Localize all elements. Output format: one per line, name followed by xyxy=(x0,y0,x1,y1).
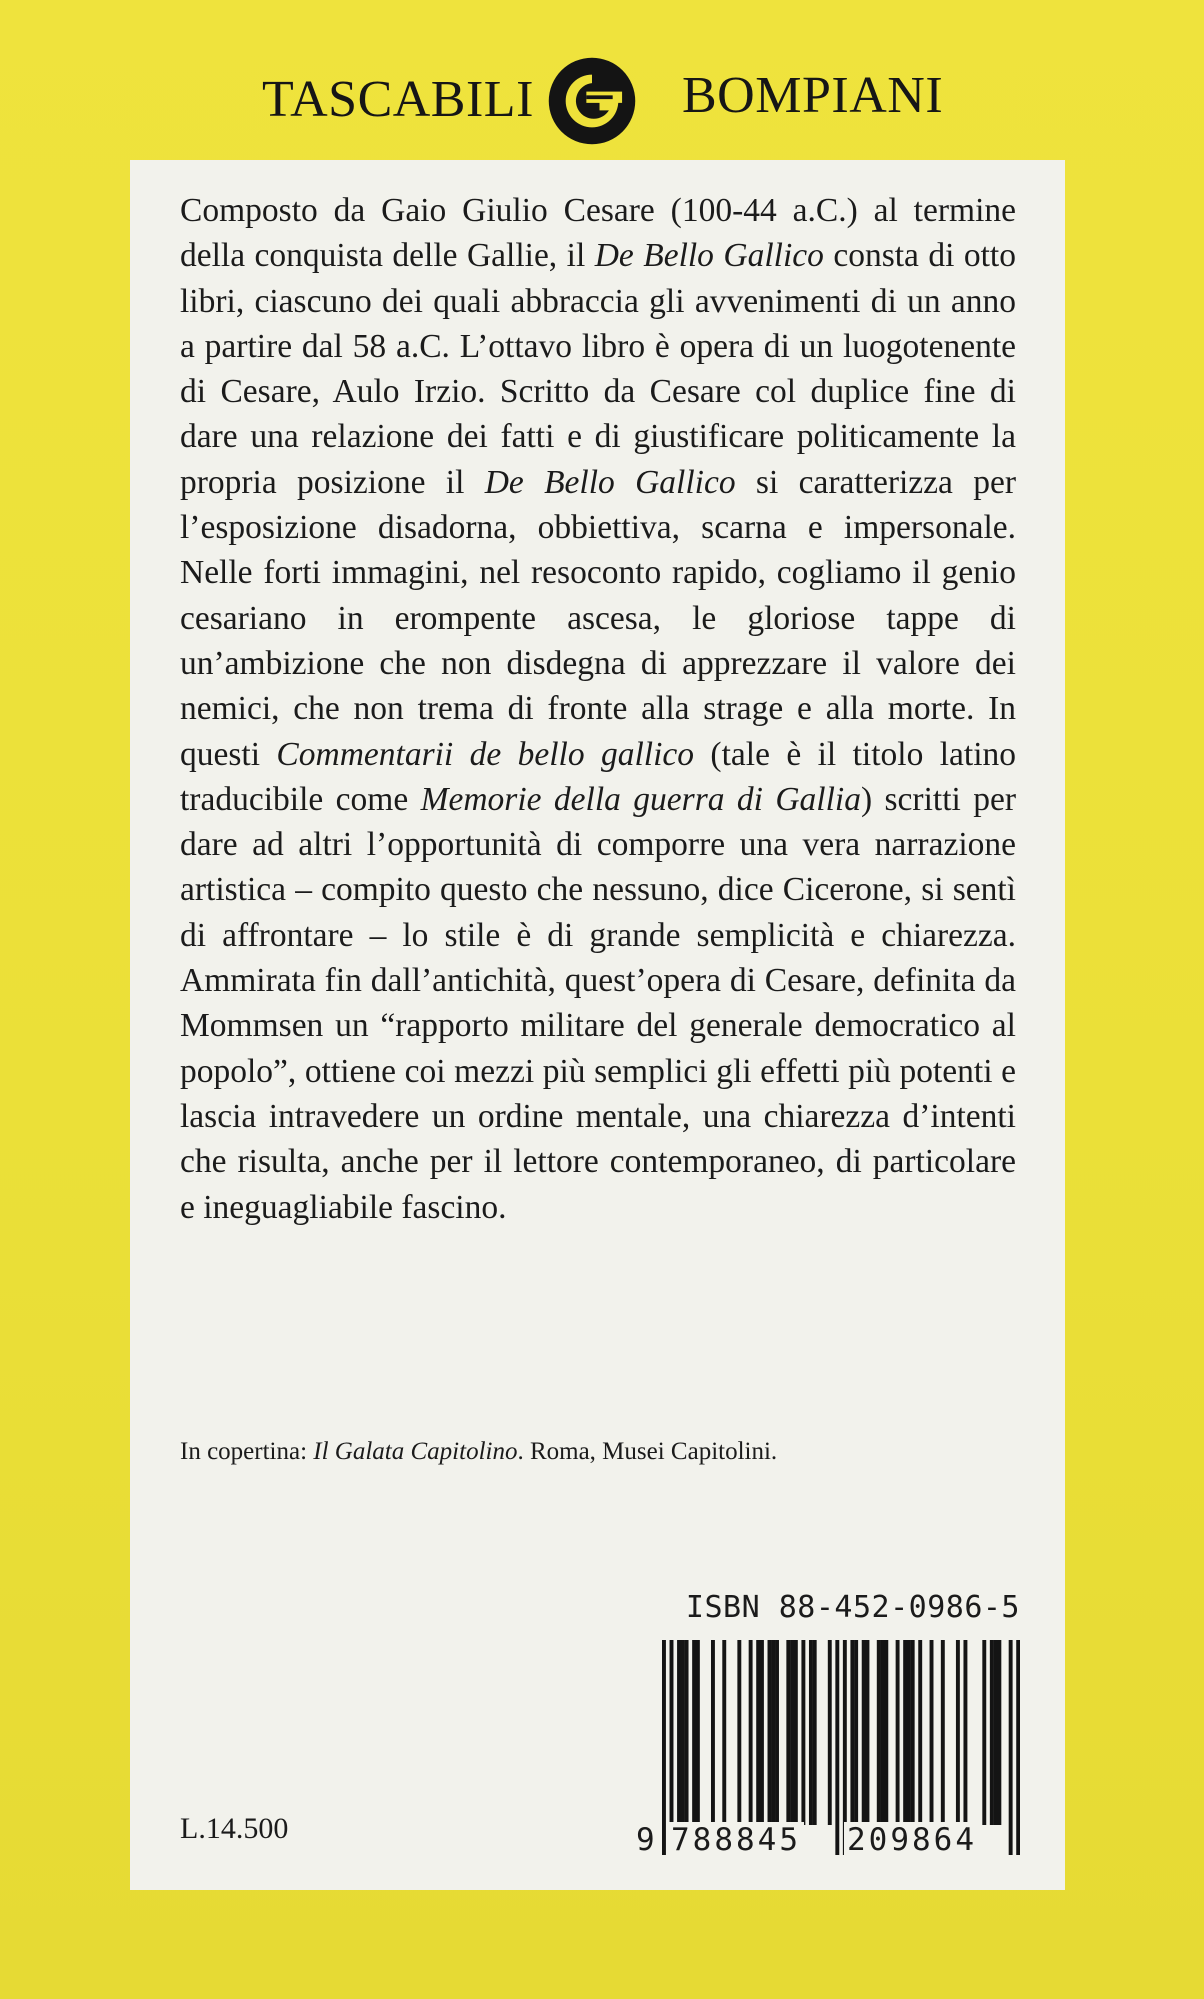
barcode-bar xyxy=(881,1640,885,1825)
barcode-bar xyxy=(760,1640,764,1825)
blurb-part: ) scritti per dare ad altri l’opportunità di comporre una vera narrazione artistica – compito questo che nessuno, dice Cicerone, si sentì di affrontare – lo stile è di grande semplicità e chiarezza. Ammirata fin dall’antichità, quest’opera di Cesare, definita da Mommsen un “rapporto militare del generale democratico al popolo”, ottiene coi mezzi più semplici gli effetti più potenti e lascia intravedere un ordine mentale, una chiarezza d’intenti che risulta, anche per il lettore contemporaneo, di particolare e ineguagliabile fascino. xyxy=(180,780,1016,1226)
barcode xyxy=(638,1640,1020,1870)
barcode-bar xyxy=(794,1640,798,1825)
credit-suffix: . Roma, Musei Capitolini. xyxy=(517,1438,778,1465)
barcode-bar xyxy=(809,1640,813,1825)
barcode-bar xyxy=(768,1640,772,1825)
barcode-bar xyxy=(786,1640,790,1825)
series-name-left: TASCABILI xyxy=(262,71,534,128)
barcode-first-digit: 9 xyxy=(636,1822,655,1858)
barcode-bar xyxy=(677,1640,681,1825)
barcode-bar xyxy=(681,1640,685,1825)
barcode-bar xyxy=(854,1640,858,1825)
barcode-bar xyxy=(692,1640,696,1825)
barcode-bar xyxy=(850,1640,854,1825)
barcode-bar xyxy=(696,1640,700,1825)
barcode-bar xyxy=(877,1640,881,1825)
barcode-bar xyxy=(930,1640,934,1825)
text-panel xyxy=(130,160,1065,1890)
barcode-bar xyxy=(911,1640,915,1825)
barcode-bar xyxy=(685,1640,689,1825)
barcode-bar xyxy=(903,1640,907,1825)
barcode-bar xyxy=(956,1640,960,1825)
blurb-text xyxy=(180,188,1016,1230)
book-title: De Bello Gallico xyxy=(484,463,736,501)
barcode-bar xyxy=(828,1640,832,1825)
barcode-bar xyxy=(941,1640,945,1825)
barcode-bar xyxy=(813,1640,817,1825)
barcode-bar xyxy=(749,1640,753,1825)
barcode-bar xyxy=(801,1640,805,1825)
barcode-bar xyxy=(865,1640,869,1825)
barcode-bar xyxy=(997,1640,1001,1825)
barcode-digits xyxy=(638,1822,1020,1868)
barcode-bar xyxy=(790,1640,794,1825)
latin-title: Commentarii de bello gallico xyxy=(276,735,695,773)
barcode-bar xyxy=(884,1640,888,1825)
blurb-part: consta di otto libri, ciascuno dei quali abbraccia gli avvenimenti di un anno a partire dal 58 a.C. L’ottavo libro è opera di un luogotenente di Cesare, Aulo Irzio. Scritto da Cesare col duplice fine di dare una relazione dei fatti e di giustificare politicamente la propria posizione il xyxy=(180,237,1016,501)
barcode-right-digits: 209864 xyxy=(844,1822,980,1858)
italian-title: Memorie della guerra di Gallia xyxy=(420,780,861,818)
barcode-bar xyxy=(907,1640,911,1825)
barcode-bar xyxy=(862,1640,866,1825)
blurb-part: (tale è il titolo latino traducibile come xyxy=(180,735,1017,818)
barcode-bar xyxy=(896,1640,900,1825)
barcode-bar xyxy=(737,1640,741,1825)
barcode-bar xyxy=(775,1640,779,1825)
book-title: De Bello Gallico xyxy=(594,237,824,275)
bompiani-b-logo-icon xyxy=(545,54,639,148)
series-name-right: BOMPIANI xyxy=(682,67,944,124)
credit-prefix: In copertina: xyxy=(180,1438,314,1465)
barcode-bar xyxy=(756,1640,760,1825)
barcode-bar xyxy=(994,1640,998,1825)
isbn-label: ISBN 88-452-0986-5 xyxy=(685,1590,1020,1625)
barcode-bar xyxy=(918,1640,922,1825)
barcode-bar xyxy=(722,1640,726,1825)
barcode-bar xyxy=(963,1640,967,1825)
blurb-part: Composto da Gaio Giulio Cesare (100-44 a.C.) al termine della conquista delle Gallie, il xyxy=(180,192,1016,275)
barcode-left-digits: 788845 xyxy=(668,1822,804,1858)
barcode-bar xyxy=(771,1640,775,1825)
price-label: L.14.500 xyxy=(180,1812,289,1845)
barcode-bar xyxy=(982,1640,986,1825)
barcode-bar xyxy=(711,1640,715,1825)
series-header xyxy=(0,52,1204,142)
credit-work: Il Galata Capitolino xyxy=(313,1438,518,1465)
cover-credit xyxy=(180,1435,1016,1469)
barcode-bar xyxy=(990,1640,994,1825)
blurb-part: si caratterizza per l’esposizione disadorna, obbiettiva, scarna e impersonale. Nelle forti immagini, nel resoconto rapido, cogliamo il genio cesariano in erompente ascesa, le gloriose tappe di un’ambizione che non disdegna di apprezzare il valore dei nemici, che non trema di fronte alla strage e alla morte. In questi xyxy=(180,463,1016,773)
